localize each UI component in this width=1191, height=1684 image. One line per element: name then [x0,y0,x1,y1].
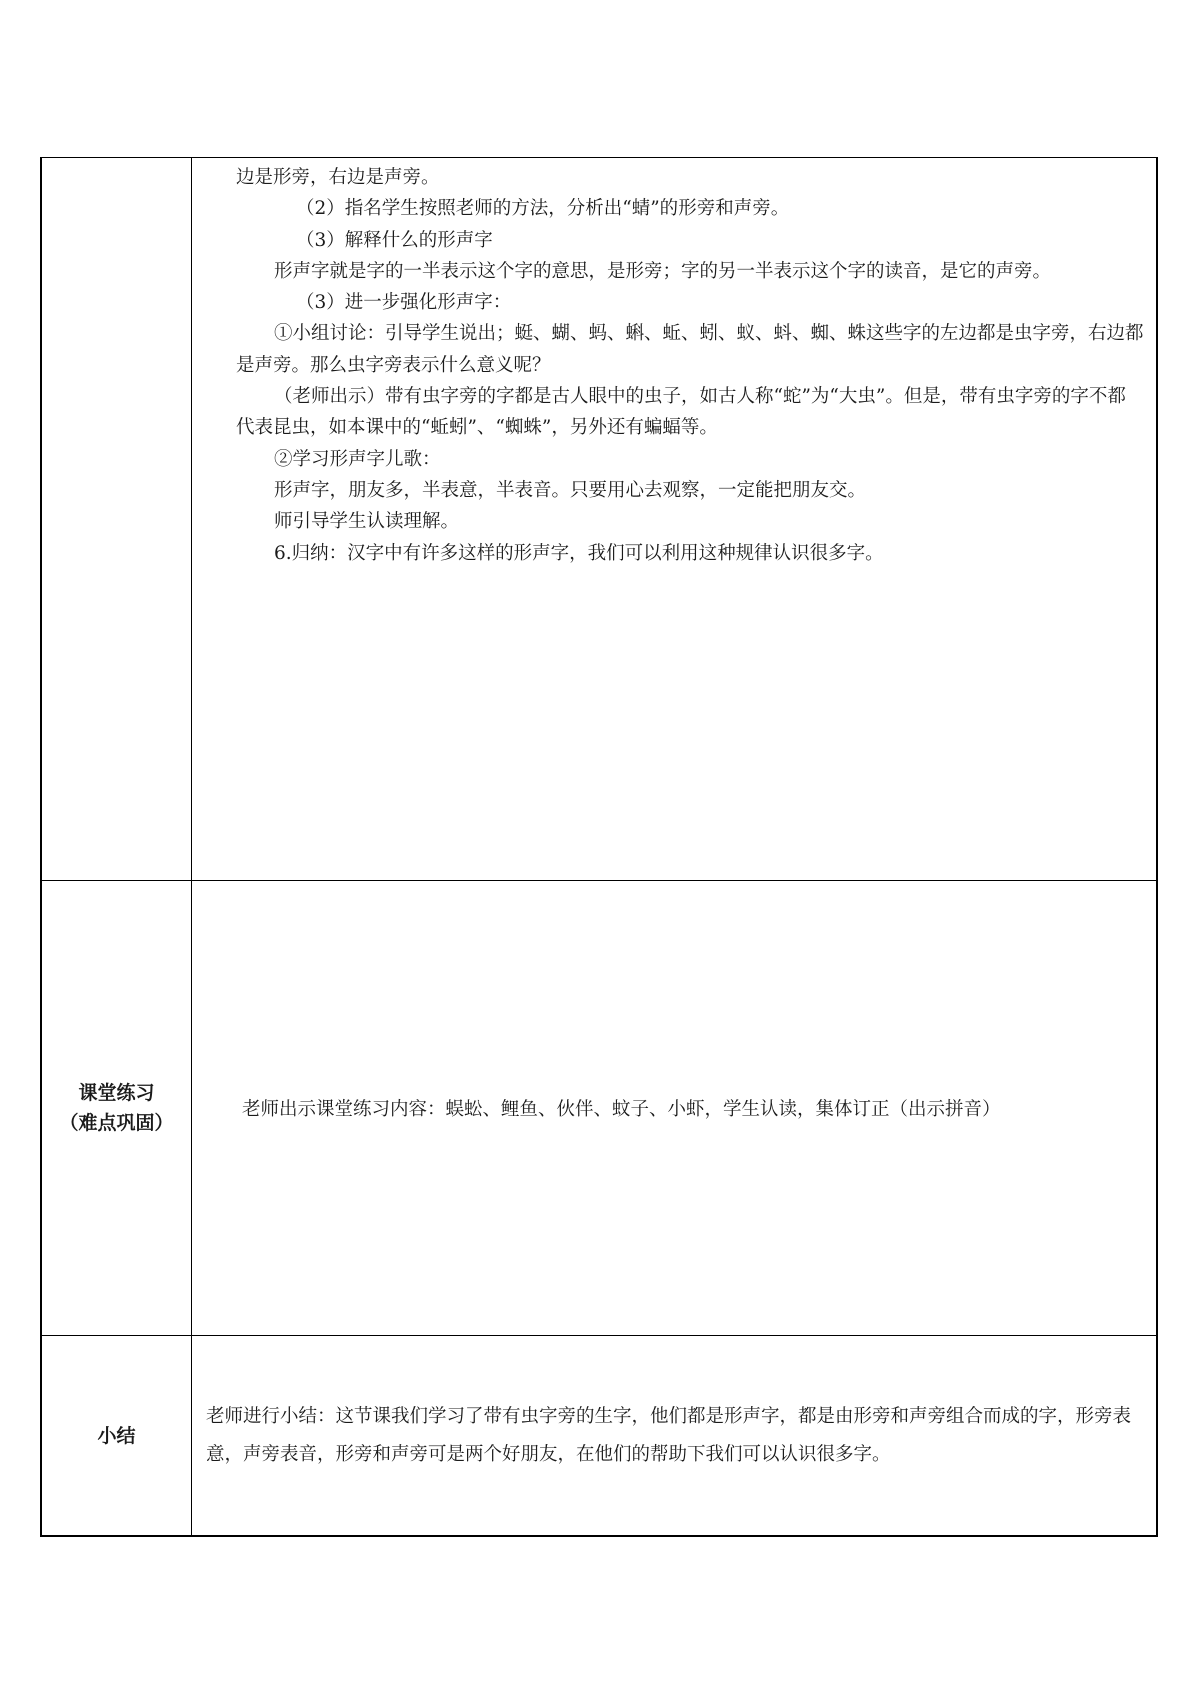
classroom-practice-content [192,881,1156,1335]
table-row-classroom-practice [42,880,1156,1335]
content-line: （3）解释什么的形声字 [296,229,493,251]
content-line: 形声字，朋友多，半表意，半表音。只要用心去观察，一定能把朋友交。 [274,479,867,501]
summary-text: 老师进行小结：这节课我们学习了带有虫字旁的生字，他们都是形声字，都是由形旁和声旁组合而成的字，形旁表意，声旁表音，形旁和声旁可是两个好朋友，在他们的帮助下我们可以认识很多字。 [206,1405,1132,1465]
table-row-teaching-process [42,157,1156,880]
content-line: （2）指名学生按照老师的方法，分析出“蜻”的形旁和声旁。 [296,198,790,220]
content-line: （3）进一步强化形声字： [296,292,512,314]
content-paragraph: 形声字就是字的一半表示这个字的意思，是形旁；字的另一半表示这个字的读音，是它的声旁。 [274,260,1052,282]
table-row-summary [42,1335,1156,1535]
label-line: 课堂练习 [78,1082,155,1104]
label-line: （难点巩固） [59,1112,174,1134]
row-label-classroom-practice [42,881,192,1335]
practice-text: 老师出示课堂练习内容：蜈蚣、鲤鱼、伙伴、蚊子、小虾，学生认读，集体订正（出示拼音） [242,1099,1001,1120]
content-paragraph: ①小组讨论：引导学生说出；蜓、蝴、蚂、蝌、蚯、蚓、蚁、蚪、蜘、蛛这些字的左边都是虫字旁，右边都是声旁。那么虫字旁表示什么意义呢？ [236,323,1144,376]
content-line: ②学习形声字儿歌： [274,448,441,470]
summary-content [192,1336,1156,1535]
content-line: 边是形旁，右边是声旁。 [236,167,440,188]
lesson-plan-table [40,157,1158,1537]
teaching-process-content [192,158,1156,880]
content-line: 6.归纳：汉字中有许多这样的形声字，我们可以利用这种规律认识很多字。 [274,542,884,564]
content-paragraph: （老师出示）带有虫字旁的字都是古人眼中的虫子，如古人称“蛇”为“大虫”。但是，带有虫字旁的字不都代表昆虫，如本课中的“蚯蚓”、“蜘蛛”，另外还有蝙蝠等。 [236,386,1126,439]
row-label-empty [42,158,192,880]
content-line: 师引导学生认读理解。 [274,511,460,533]
row-label-summary: 小结 [42,1336,192,1535]
